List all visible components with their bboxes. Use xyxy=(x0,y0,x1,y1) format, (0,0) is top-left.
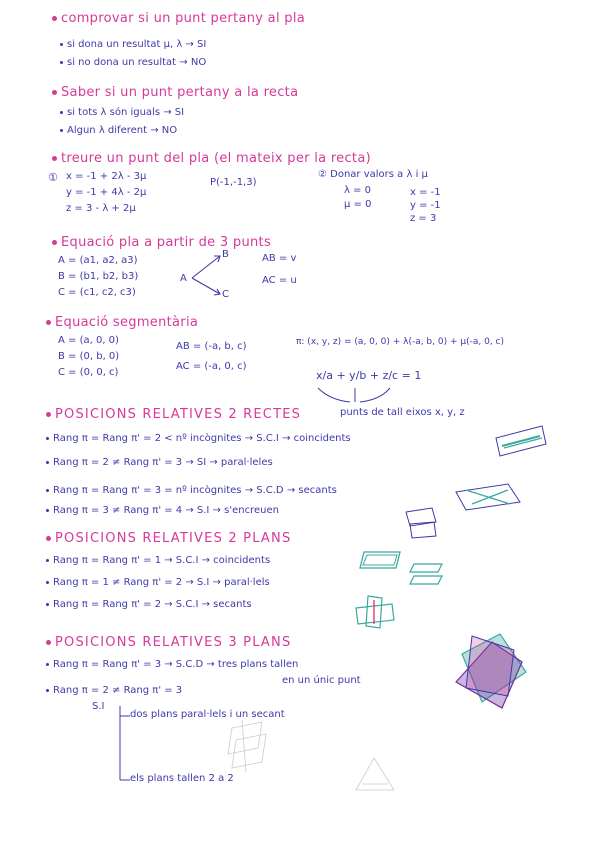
list-item: Rang π = Rang π' = 2 < nº incògnites → S.C.I → coincidents xyxy=(46,434,351,444)
branch-parallel-secant: dos plans paral·lels i un secant xyxy=(130,709,285,720)
point-a: A = (a1, a2, a3) xyxy=(58,255,138,266)
label-c: C xyxy=(222,289,229,300)
seg-point-c: C = (0, 0, c) xyxy=(58,367,119,378)
list-item: si no dona un resultat → NO xyxy=(60,58,206,68)
vector-ab: AB = v xyxy=(262,253,297,264)
list-item: Algun λ diferent → NO xyxy=(60,126,177,136)
heading-point-in-plane: comprovar si un punt pertany al pla xyxy=(52,12,305,25)
list-item: Rang π = 3 ≠ Rang π' = 4 → S.I → s'encreuen xyxy=(46,506,279,516)
value-mu: μ = 0 xyxy=(344,199,372,210)
list-item: si dona un resultat μ, λ → SI xyxy=(60,40,206,50)
heading-point-in-line: Saber si un punt pertany a la recta xyxy=(52,86,298,99)
list-item: Rang π = 1 ≠ Rang π' = 2 → S.I → paral·lels xyxy=(46,578,270,588)
prism-planes-sketch xyxy=(352,754,398,794)
label-b: B xyxy=(222,249,229,260)
heading-segmentary: Equació segmentària xyxy=(46,316,198,329)
heading-extract-point: treure un punt del pla (el mateix per la recta) xyxy=(52,152,371,165)
coincident-lines-icon xyxy=(490,424,550,458)
three-planes-icon xyxy=(452,632,532,712)
heading-plane-3-points: Equació pla a partir de 3 punts xyxy=(52,236,271,249)
point-b: B = (b1, b2, b3) xyxy=(58,271,139,282)
coincident-planes-icon xyxy=(358,550,404,572)
list-item: Rang π = Rang π' = 3 = nº incògnites → S.C.D → secants xyxy=(46,486,337,496)
list-item: si tots λ són iguals → SI xyxy=(60,108,184,118)
label-a: A xyxy=(180,273,187,284)
list-item-continued: en un únic punt xyxy=(282,675,361,686)
vector-ac: AC = u xyxy=(262,275,297,286)
seg-point-b: B = (0, b, 0) xyxy=(58,351,120,362)
method-1-marker: ① xyxy=(48,171,58,184)
secant-lines-icon xyxy=(452,480,524,512)
parallel-planes-icon xyxy=(408,562,444,588)
point-c: C = (c1, c2, c3) xyxy=(58,287,136,298)
list-item: Rang π = 2 ≠ Rang π' = 3 → SI → paral·leles xyxy=(46,458,273,468)
branch-cut-2-by-2: els plans tallen 2 a 2 xyxy=(130,773,234,784)
segmentary-equation: x/a + y/b + z/c = 1 xyxy=(316,369,422,382)
list-item: Rang π = Rang π' = 1 → S.C.I → coincidents xyxy=(46,556,270,566)
skew-lines-icon xyxy=(404,508,438,538)
result-x: x = -1 xyxy=(410,187,441,198)
list-item: Rang π = Rang π' = 2 → S.C.I → secants xyxy=(46,600,252,610)
si-label: S.I xyxy=(92,701,105,712)
heading-3-planes: POSICIONS RELATIVES 3 PLANS xyxy=(46,636,291,649)
seg-point-a: A = (a, 0, 0) xyxy=(58,335,119,346)
value-lambda: λ = 0 xyxy=(344,185,372,196)
parallel-secant-planes-sketch xyxy=(222,718,268,774)
intercept-arrows xyxy=(310,386,400,408)
point-p: P(-1,-1,3) xyxy=(210,177,257,188)
seg-vector-ab: AB = (-a, b, c) xyxy=(176,341,247,352)
list-item: Rang π = 2 ≠ Rang π' = 3 xyxy=(46,686,182,696)
equation-z: z = 3 - λ + 2μ xyxy=(66,203,136,214)
heading-2-planes: POSICIONS RELATIVES 2 PLANS xyxy=(46,532,291,545)
method-2: ② Donar valors a λ i μ xyxy=(318,169,428,180)
equation-y: y = -1 + 4λ - 2μ xyxy=(66,187,147,198)
heading-2-lines: POSICIONS RELATIVES 2 RECTES xyxy=(46,408,301,421)
result-z: z = 3 xyxy=(410,213,437,224)
intercepts-note: punts de tall eixos x, y, z xyxy=(340,407,465,418)
list-item: Rang π = Rang π' = 3 → S.C.D → tres plans tallen xyxy=(46,660,298,670)
equation-x: x = -1 + 2λ - 3μ xyxy=(66,171,147,182)
result-y: y = -1 xyxy=(410,200,441,211)
plane-equation: π: (x, y, z) = (a, 0, 0) + λ(-a, b, 0) + μ(-a, 0, c) xyxy=(296,337,504,347)
secant-planes-icon xyxy=(352,594,398,630)
seg-vector-ac: AC = (-a, 0, c) xyxy=(176,361,247,372)
